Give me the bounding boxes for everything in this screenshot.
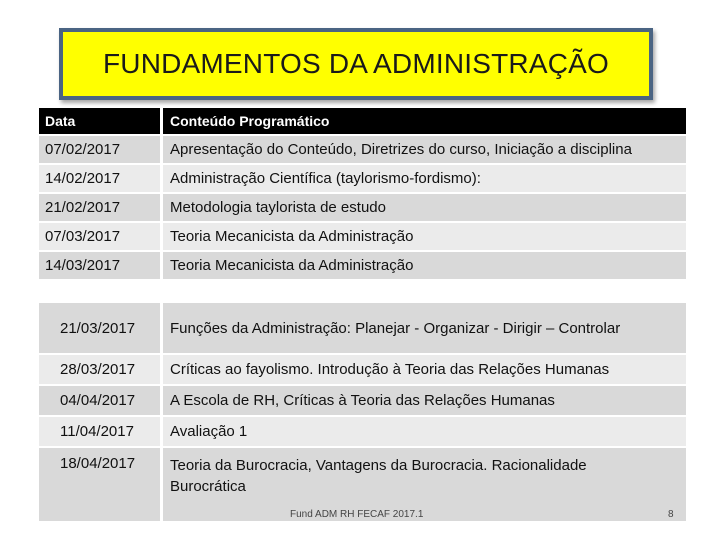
- table-row: [39, 136, 686, 163]
- table-row: [39, 355, 686, 384]
- row-content: Avaliação 1: [163, 417, 686, 446]
- row-content: Teoria Mecanicista da Administração: [163, 252, 686, 279]
- row-date: 14/02/2017: [39, 165, 160, 192]
- title-box: [59, 28, 653, 100]
- schedule-table-bottom: [39, 303, 686, 523]
- row-content: Teoria da Burocracia, Vantagens da Burocracia. Racionalidade Burocrática: [163, 448, 686, 521]
- row-date: 07/03/2017: [39, 223, 160, 250]
- table-row: [39, 386, 686, 415]
- table-row: [39, 194, 686, 221]
- table-row: [39, 165, 686, 192]
- row-content: Críticas ao fayolismo. Introdução à Teoria das Relações Humanas: [163, 355, 686, 384]
- table-row: [39, 417, 686, 446]
- row-content: Funções da Administração: Planejar - Organizar - Dirigir – Controlar: [163, 303, 686, 353]
- row-date: 28/03/2017: [39, 355, 160, 384]
- row-date: 18/04/2017: [39, 448, 160, 521]
- header-content: Conteúdo Programático: [163, 108, 686, 134]
- table-row: [39, 303, 686, 353]
- row-date: 14/03/2017: [39, 252, 160, 279]
- table-header-row: [39, 108, 686, 134]
- row-date: 11/04/2017: [39, 417, 160, 446]
- slide-footer: Fund ADM RH FECAF 2017.1: [290, 509, 424, 520]
- row-date: 07/02/2017: [39, 136, 160, 163]
- row-date: 04/04/2017: [39, 386, 160, 415]
- page-number: 8: [668, 509, 674, 520]
- header-date: Data: [39, 108, 160, 134]
- row-content: Metodologia taylorista de estudo: [163, 194, 686, 221]
- page-title: FUNDAMENTOS DA ADMINISTRAÇÃO: [102, 48, 610, 79]
- row-date: 21/02/2017: [39, 194, 160, 221]
- table-row: [39, 252, 686, 279]
- row-content: Administração Científica (taylorismo-fordismo):: [163, 165, 686, 192]
- row-content: A Escola de RH, Críticas à Teoria das Relações Humanas: [163, 386, 686, 415]
- row-content: Apresentação do Conteúdo, Diretrizes do curso, Iniciação a disciplina: [163, 136, 686, 163]
- row-content: Teoria Mecanicista da Administração: [163, 223, 686, 250]
- row-date: 21/03/2017: [39, 303, 160, 353]
- table-row: [39, 223, 686, 250]
- schedule-table-top: [39, 108, 686, 281]
